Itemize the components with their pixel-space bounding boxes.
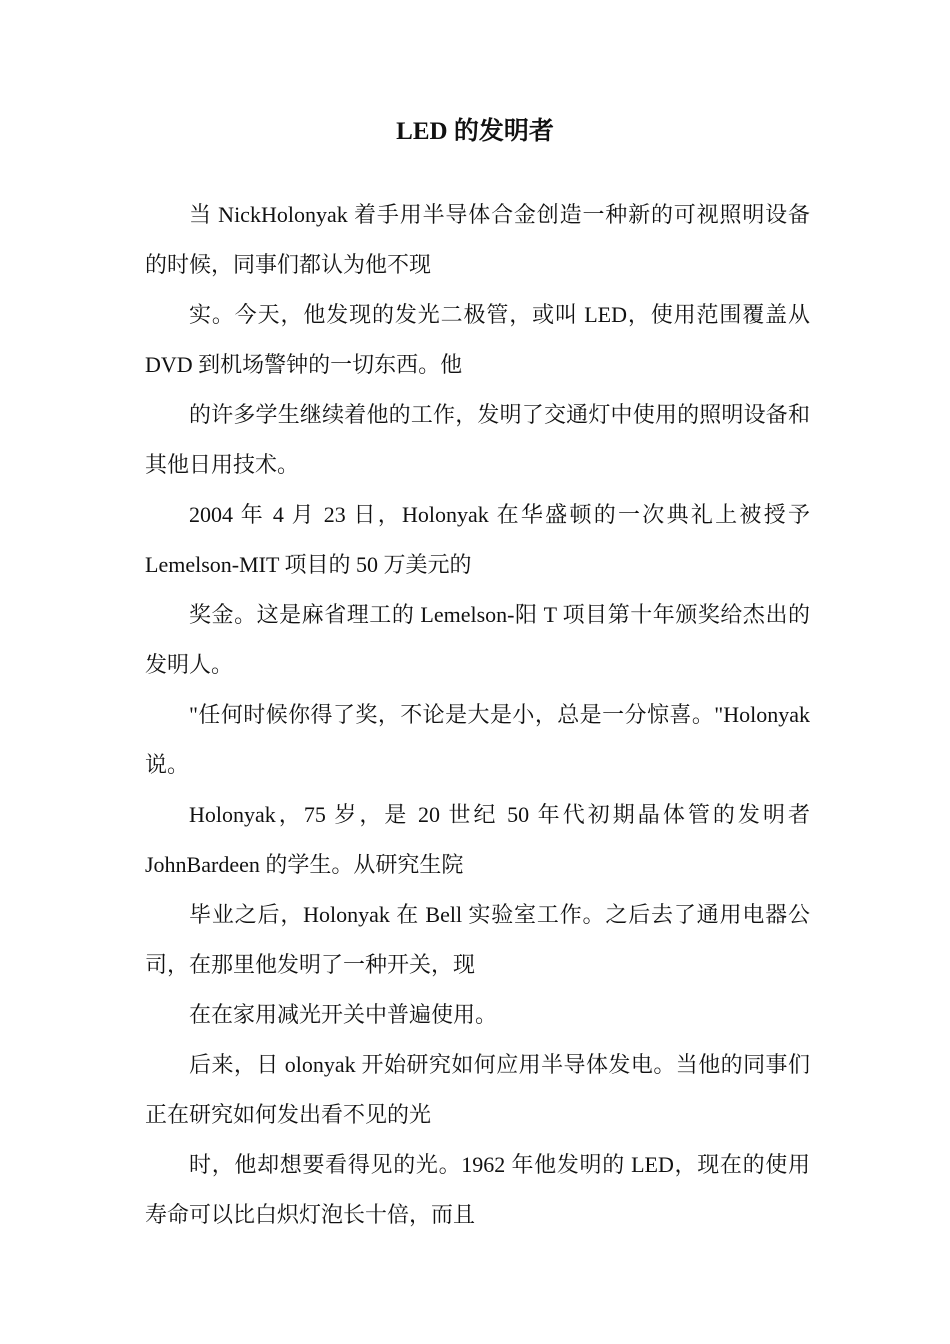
paragraph-7: Holonyak，75 岁，是 20 世纪 50 年代初期晶体管的发明者 JohnBardeen 的学生。从研究生院: [145, 802, 810, 877]
title-latin: LED: [396, 118, 448, 145]
paragraph-5: 奖金。这是麻省理工的 Lemelson-阳 T 项目第十年颁奖给杰出的发明人。: [145, 602, 810, 677]
paragraph-10: 后来，日 olonyak 开始研究如何应用半导体发电。当他的同事们正在研究如何发出看不见的光: [145, 1052, 810, 1127]
paragraph-1: 当 NickHolonyak 着手用半导体合金创造一种新的可视照明设备的时候，同事们都认为他不现: [145, 202, 810, 277]
paragraph-6: "任何时候你得了奖，不论是大是小，总是一分惊喜。"Holonyak 说。: [145, 702, 810, 777]
paragraph-9: 在在家用减光开关中普遍使用。: [189, 1002, 498, 1027]
paragraph-8: 毕业之后，Holonyak 在 Bell 实验室工作。之后去了通用电器公司，在那里他发明了一种开关，现: [145, 902, 810, 977]
title-rest: 的发明者: [447, 118, 554, 145]
document-title: [0, 112, 950, 152]
paragraph-11: 时，他却想要看得见的光。1962 年他发明的 LED，现在的使用寿命可以比白炽灯泡长十倍，而且: [145, 1152, 810, 1227]
paragraph-4: 2004 年 4 月 23 日，Holonyak 在华盛顿的一次典礼上被授予 Lemelson-MIT 项目的 50 万美元的: [145, 502, 810, 577]
paragraph-3: 的许多学生继续着他的工作，发明了交通灯中使用的照明设备和其他日用技术。: [145, 402, 810, 477]
paragraph-2: 实。今天，他发现的发光二极管，或叫 LED，使用范围覆盖从 DVD 到机场警钟的一切东西。他: [145, 302, 810, 377]
document-body: [145, 190, 810, 1240]
